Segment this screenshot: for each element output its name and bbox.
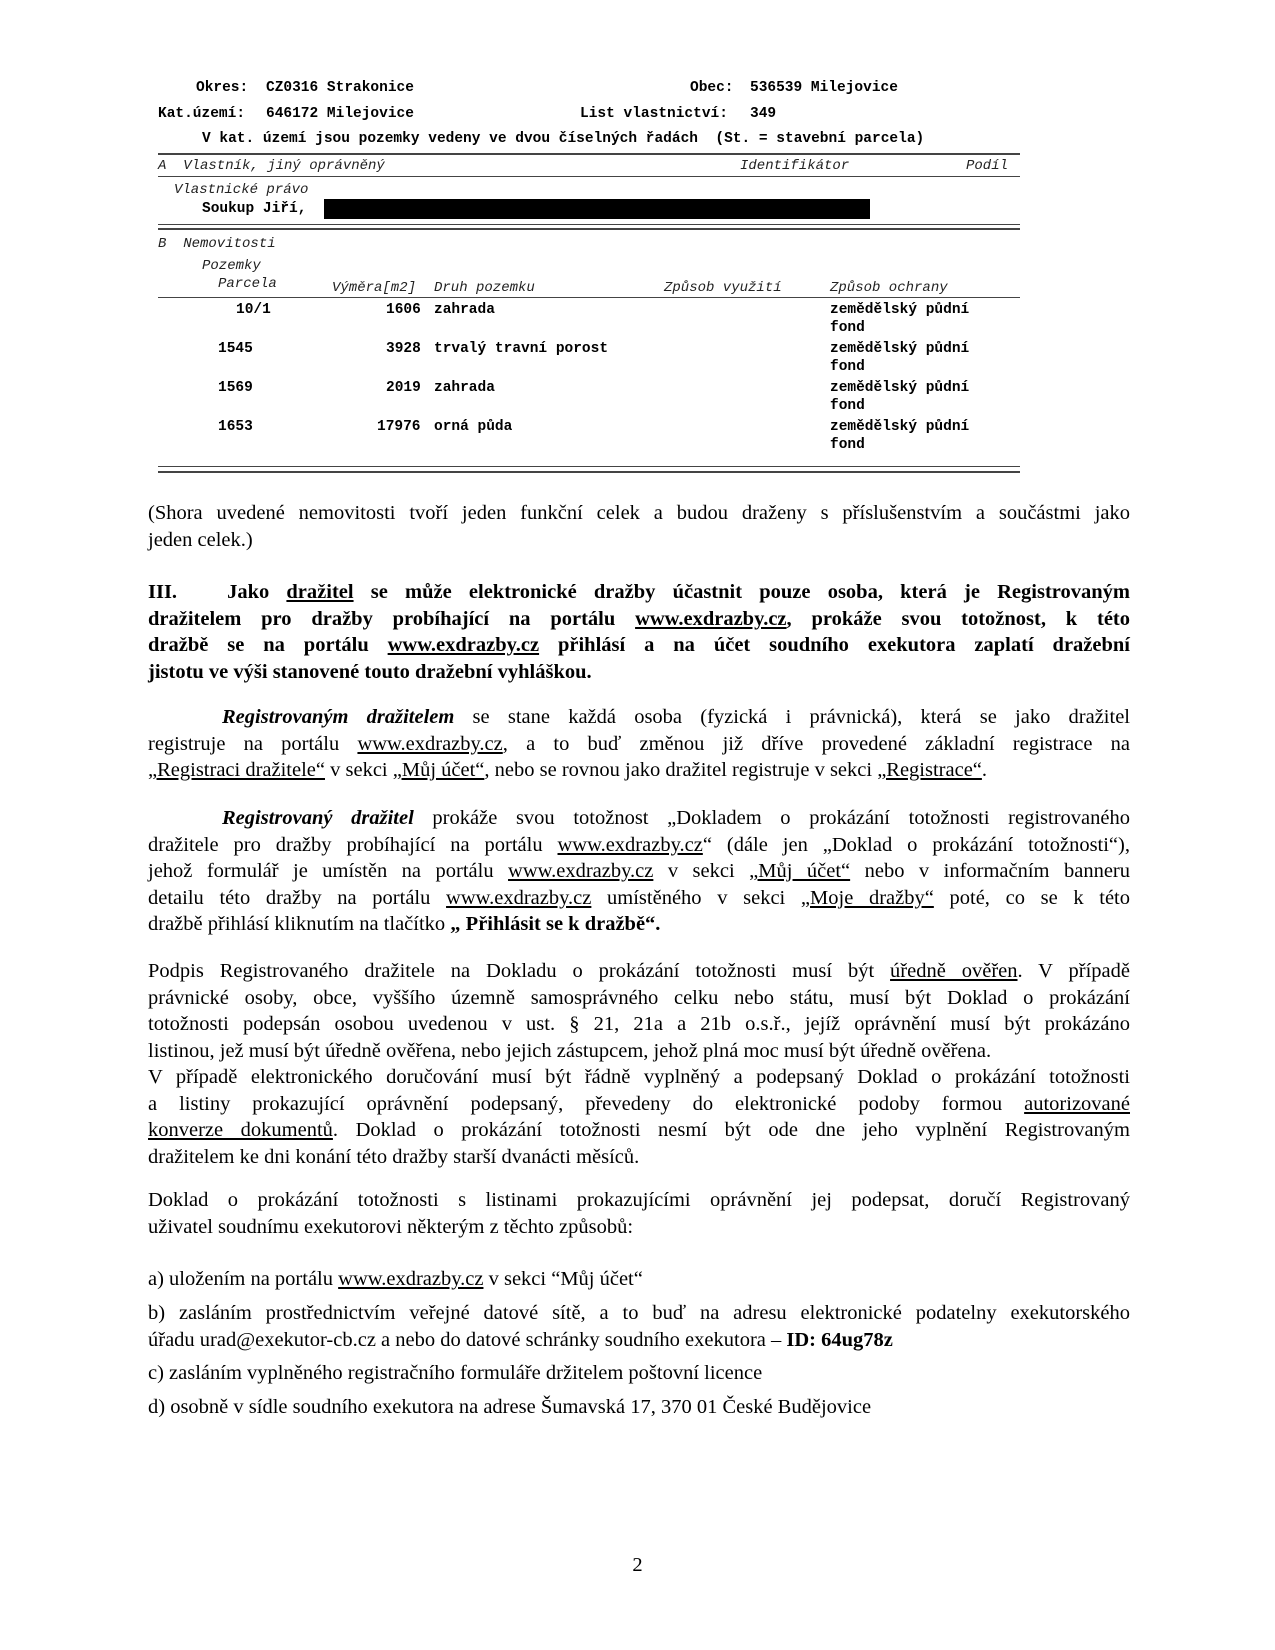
right-label: Vlastnické právo: [174, 182, 309, 198]
text-span: a listiny prokazující oprávnění podepsaný, převedeny do elektronické podoby formou: [148, 1092, 1025, 1115]
ochrana-cell: zemědělský půdní: [830, 302, 970, 318]
col-parcela: Parcela: [218, 276, 277, 292]
text-span: a) uložením na portálu: [148, 1268, 339, 1290]
ochrana-cell: zemědělský půdní: [830, 341, 970, 357]
term: Registrovaný dražitel: [222, 807, 414, 829]
text-line: jeden celek.): [148, 528, 253, 551]
datova-schranka-id: ID: 64ug78z: [786, 1328, 893, 1351]
text-span: . Doklad o prokázání totožnosti nesmí být ode dne jeho vyplnění Registrovaným: [332, 1119, 1130, 1141]
okres-label: Okres:: [196, 80, 249, 96]
text-line: (Shora uvedené nemovitosti tvoří jeden funkční celek a budou draženy s příslušenstvím a součástmi jako: [148, 502, 1130, 524]
ochrana-cell: fond: [830, 437, 865, 453]
col-vymera: Výměra[m2]: [332, 280, 417, 296]
divider: [158, 471, 1020, 473]
divider: [158, 176, 1020, 177]
parcela-cell: 1545: [218, 341, 253, 357]
katuzemi-value: 646172 Milejovice: [266, 106, 414, 122]
katuzemi-label: Kat.území:: [158, 106, 246, 122]
text-line: právnické osoby, obce, vyššího územně samosprávného celku nebo státu, musí být Doklad o prokázání: [148, 986, 1130, 1009]
text-span: v sekci: [325, 759, 393, 781]
ochrana-cell: fond: [830, 398, 865, 414]
text-span: dražbě přihlásí kliknutím na tlačítko: [148, 913, 451, 935]
lv-label: List vlastnictví:: [580, 106, 728, 122]
text-span: poté, co se k této: [933, 886, 1131, 909]
term: Registrovaným dražitelem: [222, 706, 455, 728]
registry-note: V kat. území jsou pozemky vedeny ve dvou číselných řadách (St. = stavební parcela): [202, 131, 925, 147]
parcela-cell: 1569: [218, 380, 253, 396]
owner-name: Soukup Jiří,: [202, 201, 307, 217]
divider: [158, 153, 1020, 155]
text-span: se může elektronické dražby účastnit pouze osoba, která je Registrovaným: [353, 581, 1130, 603]
text-span: , a to buď změnou již dříve provedené základní registrace na: [502, 732, 1130, 755]
exdrazby-link[interactable]: www.exdrazby.cz: [357, 732, 503, 755]
divider: [158, 224, 1020, 225]
text-span: nebo v informačním banneru: [850, 860, 1130, 882]
text-span: . V případě: [1017, 960, 1130, 982]
okres-value: CZ0316 Strakonice: [266, 80, 414, 96]
text-line: totožnosti podepsán osobou uvedenou v ust. § 21, 21a a 21b o.s.ř., jejíž oprávnění musí být prokázáno: [148, 1013, 1130, 1035]
text-line: b) zasláním prostřednictvím veřejné datové sítě, a to buď na adresu elektronické podatelny exekutorského: [148, 1302, 1130, 1324]
divider: [158, 228, 1020, 230]
paragraph-registrovany: [148, 805, 1130, 938]
text-line: jistotu ve výši stanovené touto dražební vyhláškou.: [148, 660, 592, 683]
section-number: III.: [148, 581, 178, 603]
vymera-cell: 2019: [386, 380, 421, 396]
vymera-cell: 3928: [386, 341, 421, 357]
druh-cell: orná půda: [434, 419, 513, 435]
prihlasit-button-label: „ Přihlásit se k dražbě“.: [450, 913, 661, 935]
paragraph-registrovanym: [148, 704, 1130, 784]
text-span: d) osobně v sídle soudního exekutora na adrese Šumavská 17, 370 01 České Budějovice: [148, 1396, 872, 1418]
col-druh: Druh pozemku: [434, 280, 535, 296]
obec-label: Obec:: [690, 80, 734, 96]
exdrazby-link[interactable]: www.exdrazby.cz: [387, 634, 540, 656]
exdrazby-link[interactable]: www.exdrazby.cz: [338, 1268, 484, 1290]
text-span: dražitelem pro dražby probíhající na portálu: [148, 607, 636, 630]
redaction-bar: [324, 199, 870, 219]
paragraph-iii: [148, 579, 1130, 685]
text-span: v sekci “Můj účet“: [483, 1268, 643, 1290]
text-span: prokáže svou totožnost „Dokladem o prokázání totožnosti registrovaného: [413, 807, 1130, 829]
druh-cell: zahrada: [434, 302, 495, 318]
autorizovana-konverze-link[interactable]: konverze dokumentů: [148, 1119, 333, 1141]
text-span: , nebo se rovnou jako dražitel registruje v sekci: [484, 759, 878, 781]
paragraph-nemovitosti: [148, 500, 1130, 553]
text-span: se stane každá osoba (fyzická i právnická), která se jako dražitel: [454, 706, 1130, 728]
registrace-link[interactable]: „Registrace“: [877, 759, 982, 781]
druh-cell: trvalý travní porost: [434, 341, 609, 357]
text-span: dražitele pro dražby probíhající na portálu: [148, 833, 558, 856]
text-span: c) zasláním vyplněného registračního formuláře držitelem poštovní licence: [148, 1362, 763, 1384]
autorizovana-konverze-link[interactable]: autorizované: [1024, 1092, 1130, 1115]
text-span: registruje na portálu: [148, 732, 358, 755]
exdrazby-link[interactable]: www.exdrazby.cz: [635, 607, 787, 630]
text-line: V případě elektronického doručování musí být řádně vyplněný a podepsaný Doklad o prokázání totožnosti: [148, 1066, 1130, 1088]
exdrazby-link[interactable]: www.exdrazby.cz: [557, 833, 703, 856]
ochrana-cell: zemědělský půdní: [830, 380, 970, 396]
ochrana-cell: zemědělský půdní: [830, 419, 970, 435]
col-ochrana: Způsob ochrany: [830, 280, 948, 296]
text-span: .: [981, 759, 988, 781]
list-item: [148, 1266, 1130, 1293]
uredne-overen-link[interactable]: úředně ověřen: [890, 960, 1018, 982]
vymera-cell: 1606: [386, 302, 421, 318]
text-span: v sekci: [653, 860, 750, 882]
muj-ucet-link[interactable]: „Můj účet“: [392, 759, 485, 781]
text-span: , prokáže svou totožnost, k této: [786, 607, 1130, 630]
list-item: [148, 1394, 1130, 1421]
registrace-drazitele-link[interactable]: „Registraci dražitele“: [148, 759, 325, 781]
text-span: Jako: [227, 581, 287, 603]
text-span: úřadu urad@exekutor-cb.cz a nebo do datové schránky soudního exekutora –: [148, 1328, 787, 1351]
exdrazby-link[interactable]: www.exdrazby.cz: [446, 886, 592, 909]
section-b-subtitle: Pozemky: [202, 258, 261, 274]
list-item: [148, 1360, 1130, 1387]
text-span: jehož formulář je umístěn na portálu: [148, 860, 509, 882]
ochrana-cell: fond: [830, 359, 865, 375]
parcela-cell: 1653: [218, 419, 253, 435]
text-span: dražbě se na portálu: [148, 634, 388, 656]
text-span: “ (dále jen „Doklad o prokázání totožnosti“),: [702, 833, 1130, 856]
divider: [158, 297, 1020, 298]
text-line: dražitelem ke dni konání této dražby starší dvanácti měsíců.: [148, 1145, 640, 1168]
text-span: přihlásí a na účet soudního exekutora zaplatí dražební: [539, 634, 1130, 656]
druh-cell: zahrada: [434, 380, 495, 396]
muj-ucet-link[interactable]: „Můj účet“: [749, 860, 851, 882]
paragraph-doruceni: [148, 1187, 1130, 1240]
ochrana-cell: fond: [830, 320, 865, 336]
page-number: 2: [632, 1554, 643, 1576]
col-podil: Podíl: [966, 158, 1009, 174]
obec-value: 536539 Milejovice: [750, 80, 898, 96]
section-a-title: A Vlastník, jiný oprávněný: [158, 158, 385, 174]
col-vyuziti: Způsob využití: [664, 280, 782, 296]
lv-value: 349: [750, 106, 777, 122]
divider: [158, 466, 1020, 467]
text-span: umístěného v sekci: [591, 886, 801, 909]
text-span: detailu této dražby na portálu: [148, 886, 447, 909]
text-line: listinou, jež musí být úředně ověřena, nebo jejich zástupcem, jehož plná moc musí být úředně ověřena.: [148, 1039, 992, 1062]
parcela-cell: 10/1: [236, 302, 271, 318]
paragraph-podpis: [148, 958, 1130, 1170]
text-line: Doklad o prokázání totožnosti s listinami prokazujícími oprávnění jej podepsat, doručí Registrovaný: [148, 1189, 1130, 1211]
vymera-cell: 17976: [377, 419, 421, 435]
list-item: [148, 1300, 1130, 1353]
drazitel-link[interactable]: dražitel: [286, 581, 354, 603]
col-identifikator: Identifikátor: [740, 158, 850, 174]
section-b-title: B Nemovitosti: [158, 236, 276, 252]
exdrazby-link[interactable]: www.exdrazby.cz: [508, 860, 654, 882]
text-line: uživatel soudnímu exekutorovi některým z těchto způsobů:: [148, 1215, 634, 1238]
moje-drazby-link[interactable]: „Moje dražby“: [800, 886, 934, 909]
text-span: Podpis Registrovaného dražitele na Dokladu o prokázání totožnosti musí být: [148, 960, 891, 982]
